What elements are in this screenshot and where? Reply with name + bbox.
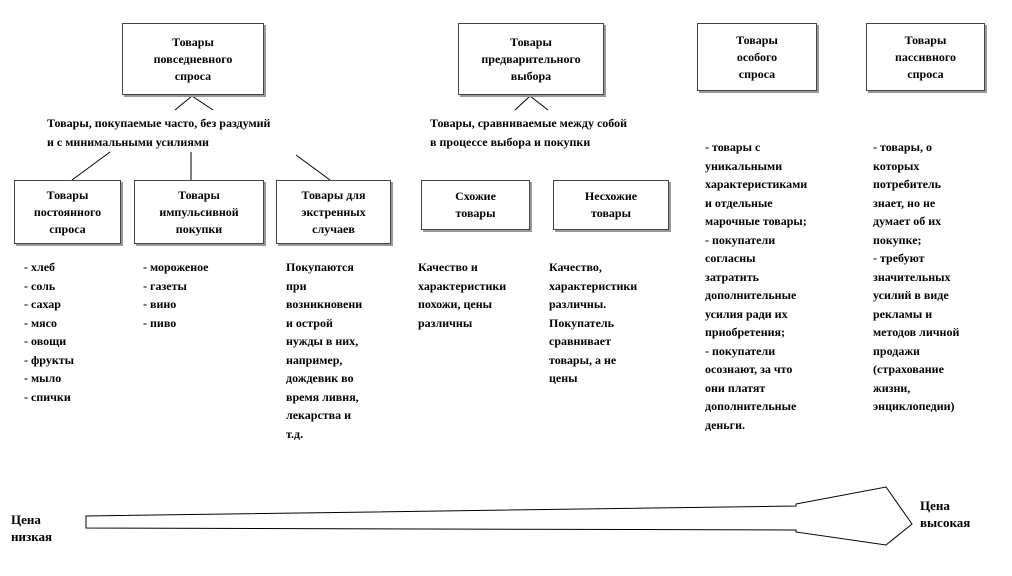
special-demand-text: - товары с уникальными характеристиками и отдельные марочные товары; - покупатели согласны затратить дополнительные усилия ради их приобретения; - покупатели осознают, за что они платят дополнительные деньги. xyxy=(705,140,808,432)
category-box-preselect: Товары предварительного выбора xyxy=(458,23,604,95)
connector-line xyxy=(175,96,192,110)
price-high-label: Цена высокая xyxy=(920,498,971,530)
subcategory-box-emergency: Товары для экстренных случаев xyxy=(276,180,391,244)
dissimilar-goods-text: Качество, характеристики различны. Покупатель сравнивает товары, а не цены xyxy=(549,260,638,385)
list-item: - спички xyxy=(24,389,71,404)
subcategory-box-impulse: Товары импульсивной покупки xyxy=(134,180,264,244)
passive-demand-text: - товары, о которых потребитель знает, но не думает об их покупке; - требуют значительных усилий в виде рекламы и методов личной продажи (страхование жизни, энциклопедии) xyxy=(873,140,960,413)
connector-line xyxy=(72,152,110,180)
emergency-goods-text: Покупаются при возникновени и острой нужды в них, например, дождевик во время ливня, лекарства и т.д. xyxy=(286,260,363,441)
description-preselect: Товары, сравниваемые между собой в процессе выбора и покупки xyxy=(430,116,628,149)
price-arrow xyxy=(86,487,912,545)
list-item: - пиво xyxy=(143,315,177,330)
list-item: - соль xyxy=(24,278,56,293)
subcategory-box-similar: Схожие товары xyxy=(421,180,530,230)
impulse-goods-list xyxy=(143,258,209,332)
constant-goods-list xyxy=(24,258,74,406)
connector-line xyxy=(515,96,530,110)
price-low-label: Цена низкая xyxy=(11,512,53,544)
list-item: - мясо xyxy=(24,315,57,330)
list-item: - мыло xyxy=(24,371,62,385)
similar-goods-text: Качество и характеристики похожи, цены различны xyxy=(418,260,507,330)
subcategory-box-dissimilar: Несхожие товары xyxy=(553,180,669,230)
list-item: - фрукты xyxy=(24,352,74,367)
category-box-special: Товары особого спроса xyxy=(697,23,817,91)
category-box-passive: Товары пассивного спроса xyxy=(866,23,985,91)
connector-line xyxy=(530,96,548,110)
category-box-everyday: Товары повседневного спроса xyxy=(122,23,264,95)
connector-line xyxy=(192,96,213,110)
subcategory-box-constant: Товары постоянного спроса xyxy=(14,180,121,244)
list-item: - вино xyxy=(143,297,177,311)
list-item: - овощи xyxy=(24,334,67,348)
list-item: - газеты xyxy=(143,278,187,293)
list-item: - сахар xyxy=(24,297,61,311)
list-item: - хлеб xyxy=(24,260,56,274)
connector-line xyxy=(296,155,330,180)
list-item: - мороженое xyxy=(143,260,209,274)
description-everyday: Товары, покупаемые часто, без раздумий и с минимальными усилиями xyxy=(47,116,271,149)
